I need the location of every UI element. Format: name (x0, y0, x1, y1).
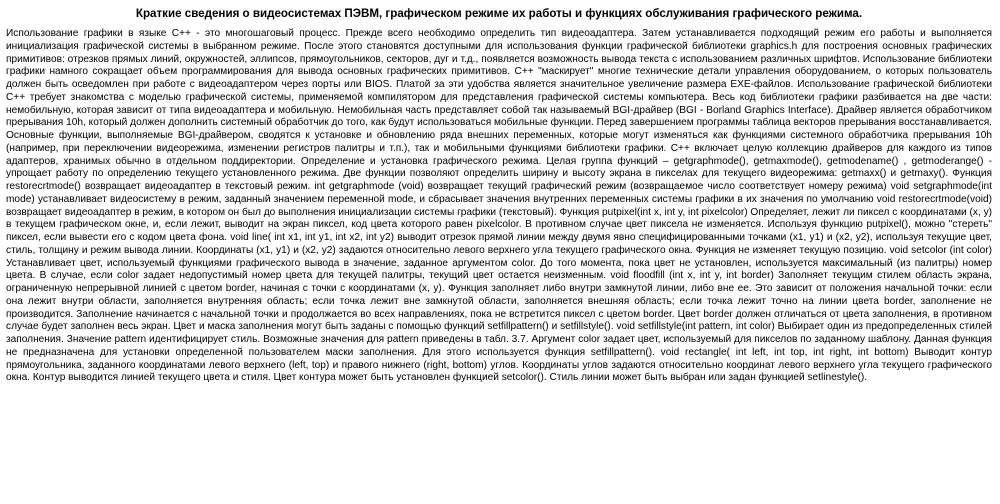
document-title: Краткие сведения о видеосистемах ПЭВМ, графическом режиме их работы и функциях обслуживания графического режима. (135, 7, 863, 20)
document-body-paragraph: Использование графики в языке С++ - это многошаговый процесс. Прежде всего необходимо определить тип видеоадаптера. Затем устанавливается подходящий режим его работы и выполняется инициализация графической системы в выбранном режиме. После этого становятся доступными для использования функции графической библиотеки graphics.h для построения основных графических примитивов: отрезков прямых линий, окружностей, эллипсов, прямоугольников, секторов, дуг и т.д., появляется возможность вывода текста с использованием различных шрифтов. Использование библиотеки графики намного сокращает объем программирования для вывода основных графических примитивов. С++ "маскирует" многие технические детали управления оборудованием, о которых пользователь должен быть осведомлен при работе с видеоадаптером через порты или BIOS. Платой за эти удобства является значительное увеличение размера EXE-файлов. Использование графической библиотеки С++ требует знакомства с моделью графической системы, применяемой компилятором для представления графической системы компьютера. Весь код библиотеки графики разбивается на две части: немобильную, которая зависит от типа видеоадаптера и мобильную. Немобильная часть представляет собой так называемый BGI-драйвер (BGI - Borland Graphics Interface). Драйвер является обработчиком прерывания 10h, который должен дополнить системный обработчик до того, как будут использоваться мобильные функции. Перед завершением программы таблица векторов прерывания восстанавливается. Основные функции, выполняемые BGI-драйвером, сводятся к установке и обновлению ряда внешних переменных, которые могут изменяться как функциями системного обработчика прерывания 10h (например, при переключении видеорежима, изменении регистров палитры и т.п.), так и мобильными функциями библиотеки графики. С++ включает целую коллекцию драйверов для каждого из типов адаптеров, хранимых обычно в отдельном поддиректории. Определение и установка графического режима. Целая группа функций – getgraphmode(), getmaxmode(), getmodename() , getmoderange() - упрощает работу по определению текущего установленного режима. Две функции позволяют определить ширину и высоту экрана в пикселах для текущего видеорежима: getmaxx() и getmaxy(). Функция restorecrtmode() возвращает видеоадаптер в текстовый режим. int getgraphmode (void) возвращает текущий графический режим (возвращаемое число соответствует номеру режима) void setgraphmode(int mode) устанавливает видеосистему в режим, заданный значением переменной mode, и сбрасывает значения внутренних переменных системы графики в их значения по умолчанию void restorecrtmode(void) возвращает видеоадаптер в режим, в котором он был до выполнения инициализации системы графики (текстовый). Функция putpixel(int x, int y, int pixelcolor) Определяет, лежит ли пиксел с координатами (x, y) в текущем графическом окне, и, если лежит, выводит на экран пиксел, код цвета которого равен pixelcolor. В противном случае цвет пиксела не изменяется. Используя функцию putpixel(), можно "стереть" пиксел, если вывести его с кодом цвета фона. void line( int x1, int y1, int x2, int y2) выводит отрезок прямой линии между двумя явно специфицированными точками (x1, y1) и (x2, y2), используя текущие цвет, стиль, толщину и режим вывода линии. Координаты (x1, y1) и (x2, y2) задаются относительно левого верхнего угла текущего графического окна. Функция не изменяет текущую позицию. void setcolor (int color) Устанавливает цвет, используемый функциями графического вывода в значение, заданное аргументом color. До того момента, пока цвет не установлен, используется максимальный (из палитры) номер цвета. В случае, если color задает недопустимый номер цвета для текущей палитры, текущий цвет остается неизменным. void floodfill (int x, int y, int border) Заполняет текущим стилем область экрана, ограниченную непрерывной линией с цветом border, начиная с точки с координатами (x, y). Функция заполняет либо внутри замкнутой линии, либо вне ее. Это зависит от положения начальной точки: если она лежит внутри области, заполняется внутренняя область; если точка лежит вне замкнутой области, заполняется внешняя область; если точка лежит точно на линии цвета border, заполнение не производится. Заполнение начинается с начальной точки и продолжается во всех направлениях, пока не встретится пиксел с цветом border. Цвет border должен отличаться от цвета заполнения, в противном случае будет заполнен весь экран. Цвет и маска заполнения могут быть заданы с помощью функций setfillpattern() и setfillstyle(). void setfillstyle(int pattern, int color) Выбирает один из предопределенных стилей заполнения. Значение pattern идентифицирует стиль. Возможные значения для pattern приведены в табл. 3.7. Аргумент color задает цвет, используемый для пикселов по заданному шаблону. Данная функция не предназначена для установки определенной пользователем маски заполнения. Для этого используется функция setfillpattern(). void rectangle( int left, int top, int right, int bottom) Выводит контур прямоугольника, заданного координатами левого верхнего (left, top) и правого нижнего (right, bottom) углов. Координаты углов задаются относительно координат левого верхнего угла текущего графического окна. Контур выводится линией текущего цвета и стиля. Цвет контура может быть установлен функцией setcolor(). Стиль линии может быть выбран или задан функцией setlinestyle(). (6, 28, 992, 384)
